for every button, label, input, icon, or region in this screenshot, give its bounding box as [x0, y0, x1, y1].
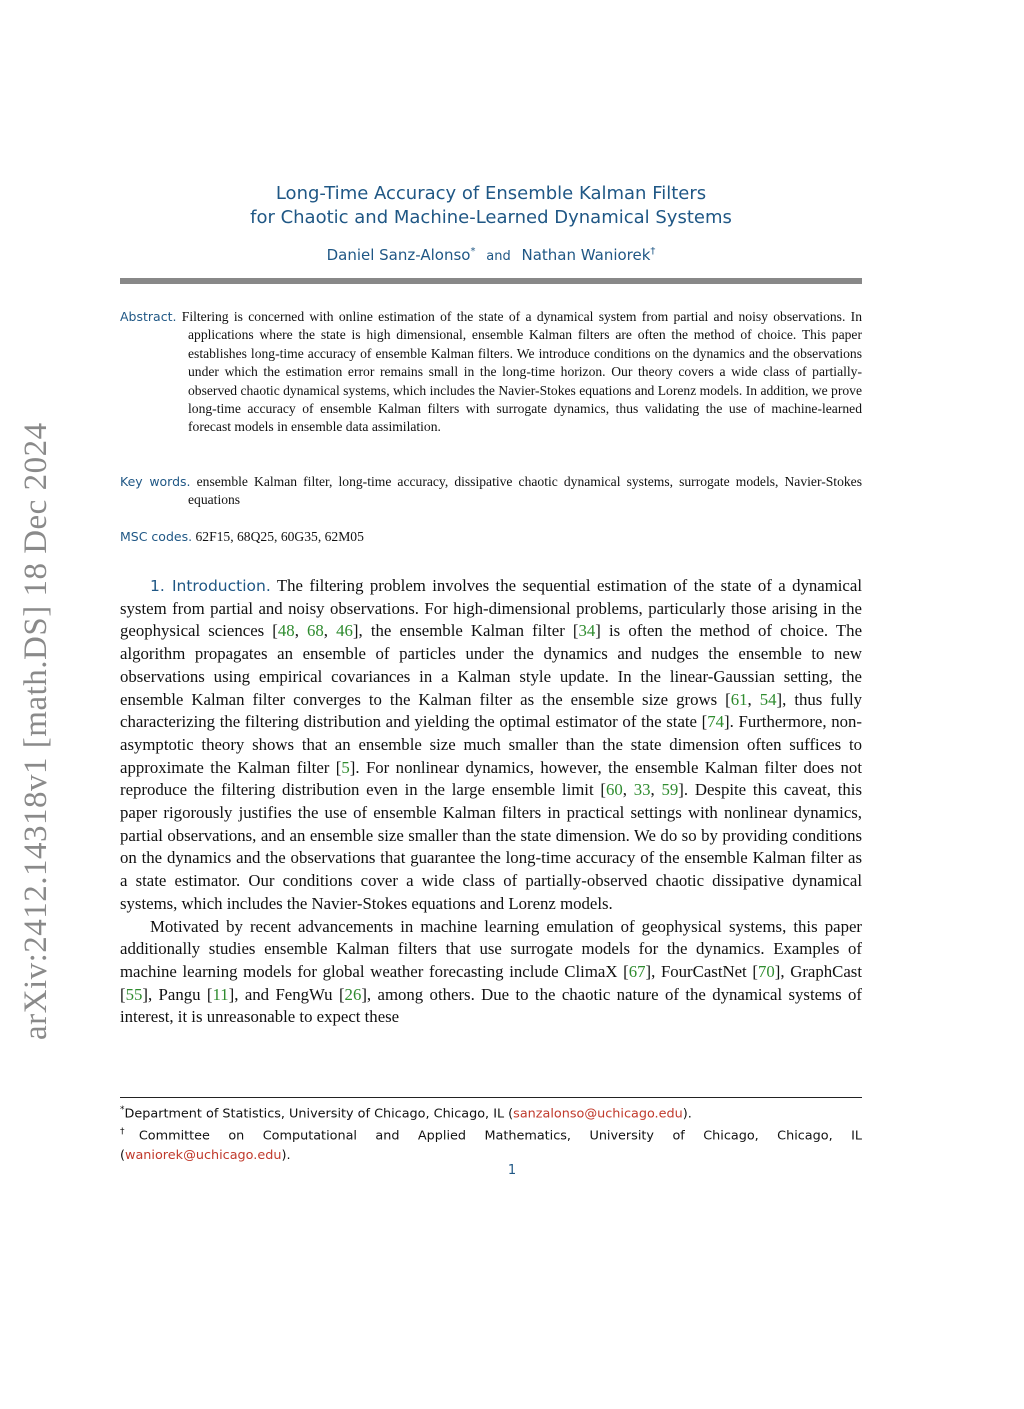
citation-link[interactable]: 5 [341, 757, 350, 777]
citation-link[interactable]: 67 [628, 961, 646, 981]
keywords [120, 473, 862, 510]
footnote-text: Department of Statistics, University of Chicago, Chicago, IL ( [124, 1106, 514, 1122]
author-footnote-mark[interactable]: † [650, 246, 656, 257]
text-run: ]. Furthermore, non-asymptotic theory shows that an ensemble size much smaller than the state dimension often suffices to approximate the Kalman filter [ [120, 712, 863, 777]
footnote-text: ). [281, 1147, 291, 1163]
footnote-2 [120, 1123, 862, 1164]
msc-codes [120, 528, 862, 546]
abstract-text: Filtering is concerned with online estimation of the state of a dynamical system from partial and noisy observations. In applications where the state is high dimensional, ensemble Kalman filters are often the method of choice. This paper establishes long-time accuracy of ensemble Kalman filters. We introduce conditions on the dynamics and the observations under which the estimation error remains small in the long-time horizon. Our theory covers a wide class of partially-observed chaotic dynamical systems, which includes the Navier-Stokes equations and Lorenz models. In addition, we prove long-time accuracy of ensemble Kalman filters with surrogate dynamics, thus validating the use of machine-learned forecast models in ensemble data assimilation. [181, 309, 862, 435]
introduction-section [120, 575, 862, 1029]
text-run: ], thus fully characterizing the filtering distribution and yielding the optimal estimator of the state [ [120, 689, 862, 732]
text-run: ], FourCastNet [ [645, 961, 758, 981]
citation-link[interactable]: 11 [212, 984, 229, 1004]
keywords-label: Key words. [120, 474, 191, 489]
title-block [120, 182, 862, 264]
citation-link[interactable]: 33 [633, 780, 651, 800]
text-run: ], the ensemble Kalman filter [ [352, 621, 579, 641]
citation-link[interactable]: 55 [125, 984, 143, 1004]
author-name: Nathan Waniorek [521, 246, 651, 264]
msc-label: MSC codes. [120, 529, 193, 544]
msc-text: 62F15, 68Q25, 60G35, 62M05 [195, 529, 364, 544]
arxiv-identifier-stamp: arXiv:2412.14318v1 [math.DS] 18 Dec 2024 [18, 422, 54, 1040]
paper-title-line-1: Long-Time Accuracy of Ensemble Kalman Filters [275, 183, 707, 204]
intro-paragraph-1 [120, 575, 862, 916]
citation-link[interactable]: 26 [344, 984, 362, 1004]
text-run: Motivated by recent advancements in machine learning emulation of geophysical systems, this paper additionally studies ensemble Kalman filters that use surrogate models for the dynamics. Examples of machine learning models for global weather forecasting include ClimaX [ [120, 916, 862, 981]
text-run: ], GraphCast [ [120, 961, 862, 1004]
footnote-1 [120, 1101, 862, 1123]
footnote-text: Committee on Computational and Applied Mathematics, University of Chicago, Chicago, IL ( [120, 1128, 863, 1163]
text-run: ], among others. Due to the chaotic nature of the dynamical systems of interest, it is unreasonable to expect these [120, 984, 863, 1027]
text-run: , [294, 621, 308, 641]
citation-link[interactable]: 60 [605, 780, 623, 800]
page-number: 1 [507, 1163, 517, 1178]
email-link[interactable]: waniorek@uchicago.edu [125, 1147, 282, 1163]
footnote-mark: * [120, 1105, 125, 1115]
citation-link[interactable]: 61 [730, 689, 748, 709]
text-run: ]. Despite this caveat, this paper rigorously justifies the use of ensemble Kalman filters in practical settings with nonlinear dynamics, partial observations, and an ensemble size smaller than the state dimension. We do so by providing conditions on the dynamics and the observations that guarantee the long-time accuracy of the ensemble Kalman filter as a state estimator. Our conditions cover a wide class of partially-observed chaotic dissipative dynamical systems, which includes the Navier-Stokes equations and Lorenz models. [120, 780, 863, 913]
citation-link[interactable]: 34 [578, 621, 596, 641]
citation-link[interactable]: 48 [277, 621, 295, 641]
author-name: Daniel Sanz-Alonso [326, 246, 471, 264]
citation-link[interactable]: 74 [707, 712, 725, 732]
text-run: , [622, 780, 634, 800]
citation-link[interactable]: 54 [759, 689, 777, 709]
author-list [120, 246, 862, 264]
text-run: , [650, 780, 662, 800]
section-heading: 1. Introduction. [150, 577, 271, 595]
email-link[interactable]: sanzalonso@uchicago.edu [513, 1106, 683, 1122]
text-run: , [747, 689, 760, 709]
footnote-text: ). [682, 1106, 692, 1122]
footnote-mark: † [120, 1127, 139, 1138]
author-conjunction: and [486, 249, 511, 264]
citation-link[interactable]: 46 [336, 621, 353, 641]
text-run: The filtering problem involves the sequential estimation of the state of a dynamical system from partial and noisy observations. For high-dimensional problems, particularly those arising in the geophysical sciences [ [120, 576, 862, 641]
citation-link[interactable]: 70 [757, 961, 775, 981]
citation-link[interactable]: 59 [661, 780, 679, 800]
text-run: , [323, 621, 337, 641]
keywords-text: ensemble Kalman filter, long-time accuracy, dissipative chaotic dynamical systems, surrogate models, Navier-Stokes equations [188, 474, 862, 508]
abstract-label: Abstract. [120, 309, 177, 324]
text-run: ]. For nonlinear dynamics, however, the ensemble Kalman filter does not reproduce the filtering distribution even in the large ensemble limit [ [120, 757, 862, 800]
author-footnote-mark[interactable]: * [470, 246, 476, 257]
text-run: ] is often the method of choice. The algorithm propagates an ensemble of particles under the dynamics and nudges the ensemble to new observations using empirical covariances in a Kalman style update. In the linear-Gaussian setting, the ensemble Kalman filter converges to the Kalman filter as the ensemble size grows [ [120, 621, 863, 709]
title-divider [120, 278, 862, 284]
text-run: ], and FengWu [ [228, 984, 345, 1004]
citation-link[interactable]: 68 [307, 621, 324, 641]
intro-paragraph-2 [120, 916, 862, 1030]
paper-title-line-2: for Chaotic and Machine-Learned Dynamical Systems [250, 207, 732, 228]
footnote-divider [120, 1097, 862, 1098]
footnotes [120, 1101, 862, 1165]
abstract [120, 308, 862, 437]
text-run: ], Pangu [ [142, 984, 213, 1004]
